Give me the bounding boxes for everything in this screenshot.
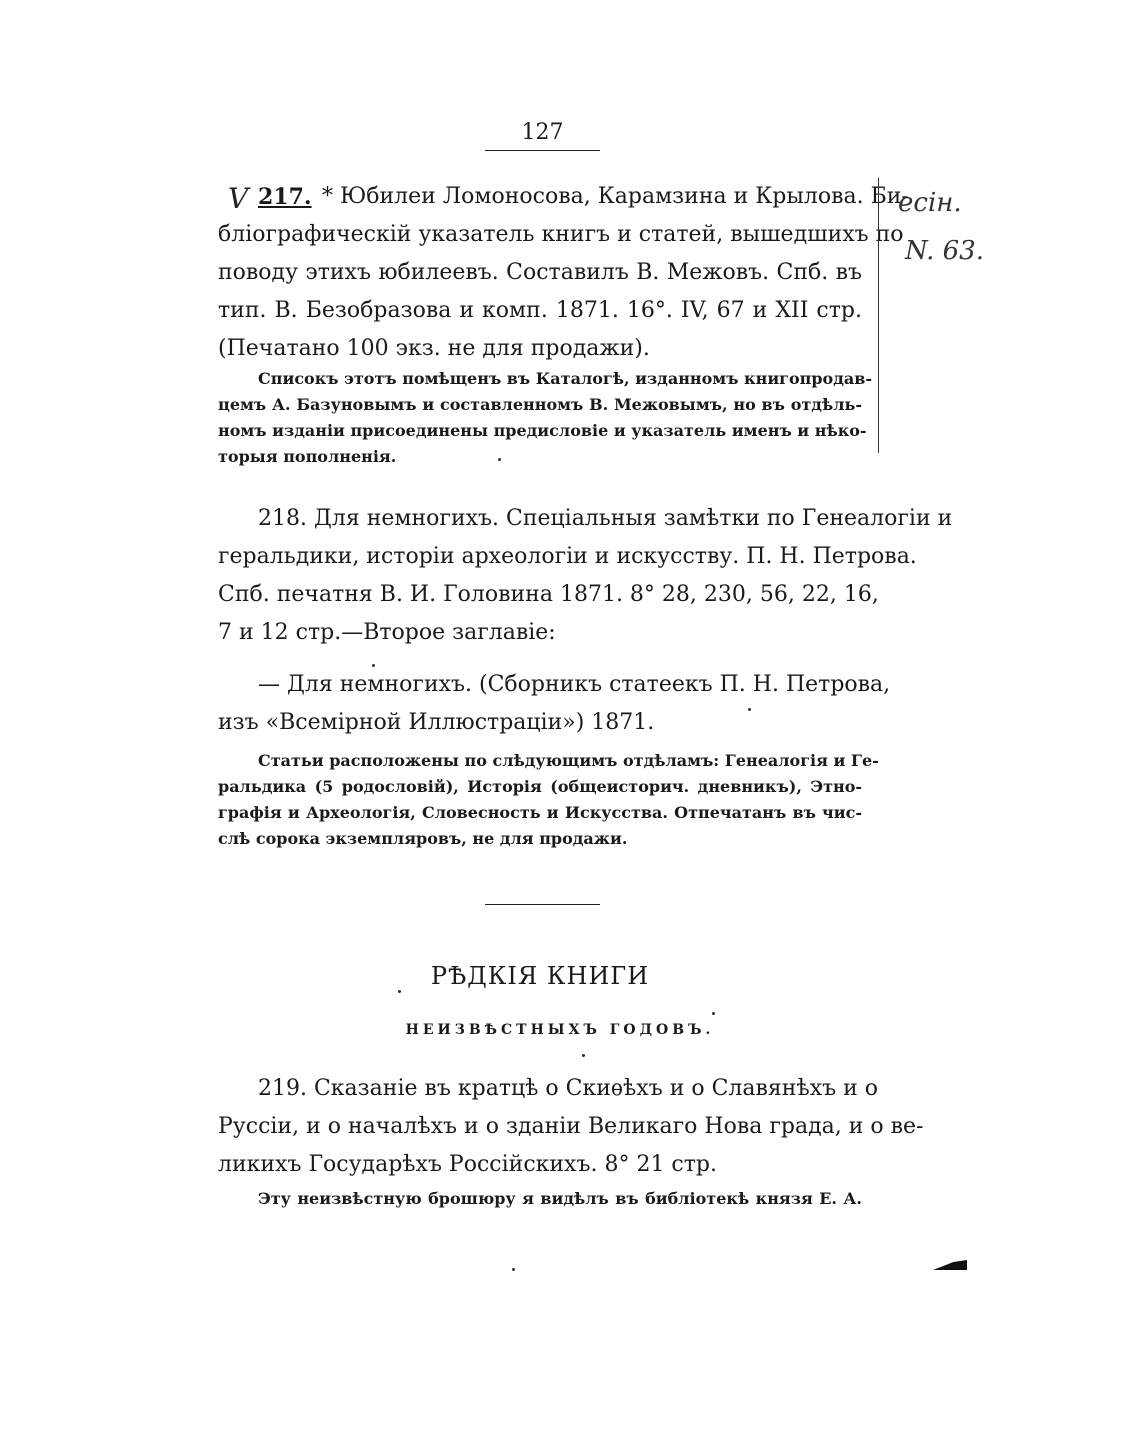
header-rule xyxy=(485,150,600,151)
section-title: РѢДКІЯ КНИГИ xyxy=(430,962,650,990)
entry-217-line-3: поводу этихъ юбилеевъ. Составилъ В. Межовъ. Спб. въ xyxy=(218,260,862,285)
scan-speck xyxy=(748,708,751,711)
scan-speck xyxy=(512,1268,515,1271)
entry-219-note xyxy=(258,1186,862,1212)
entry-219-line-2: Руссіи, и о началѣхъ и о зданіи Великаго Нова града, и о ве- xyxy=(218,1114,924,1139)
entry-218-alt-line-1: — Для немногихъ. (Сборникъ статеекъ П. Н. Петрова, xyxy=(258,672,891,697)
scan-speck xyxy=(498,458,501,461)
entry-218-note-line-4: слѣ сорока экземпляровъ, не для продажи. xyxy=(218,829,628,848)
margin-note-handwriting-1: есін. xyxy=(898,188,962,218)
entry-217-note xyxy=(218,366,873,470)
entry-217-line-1 xyxy=(322,178,909,216)
entry-218-body xyxy=(218,500,953,652)
section-separator xyxy=(485,904,600,905)
checkmark-annotation: V xyxy=(228,182,249,215)
entry-218-line-4: 7 и 12 стр.—Второе заглавіе: xyxy=(218,620,556,645)
entry-218-note-line-3: графія и Археологія, Словесность и Искусства. Отпечатанъ въ чис- xyxy=(218,803,862,822)
entry-218-alt-line-2: изъ «Всемірной Иллюстраціи») 1871. xyxy=(218,710,655,735)
entry-217-line-4: тип. В. Безобразова и комп. 1871. 16°. IV, 67 и XII стр. xyxy=(218,298,862,323)
entry-217-note-line-1: Списокъ этотъ помѣщенъ въ Каталогѣ, изданномъ книгопродав- xyxy=(258,369,873,388)
entry-218-note-line-2: ральдика (5 родословій), Исторія (общеисторич. дневникъ), Этно- xyxy=(218,777,862,796)
entry-217-note-line-4: торыя пополненія. xyxy=(218,447,397,466)
entry-217-line-5: (Печатано 100 экз. не для продажи). xyxy=(218,336,650,361)
entry-219-line-1: 219. Сказаніе въ кратцѣ о Скиѳѣхъ и о Славянѣхъ и о xyxy=(258,1076,879,1101)
entry-217-number: 217. xyxy=(258,184,312,210)
section-subtitle: НЕИЗВѢСТНЫХЪ ГОДОВЪ. xyxy=(405,1022,715,1038)
entry-217-title: * Юбилеи Ломоносова, Карамзина и Крылова. Би- xyxy=(322,184,909,209)
scan-smudge-mark xyxy=(933,1260,967,1270)
scan-speck xyxy=(372,664,375,667)
entry-217-note-line-3: номъ изданіи присоединены предисловіе и указатель именъ и нѣко- xyxy=(218,421,867,440)
scan-speck xyxy=(712,1012,715,1015)
entry-219-note-line-1: Эту неизвѣстную брошюру я видѣлъ въ библіотекѣ князя Е. А. xyxy=(258,1189,862,1208)
entry-218-note-line-1: Статьи расположены по слѣдующимъ отдѣламъ: Генеалогія и Ге- xyxy=(258,751,879,770)
scan-speck xyxy=(582,1054,585,1057)
entry-219-line-3: ликихъ Государѣхъ Россійскихъ. 8° 21 стр. xyxy=(218,1152,717,1177)
entry-218-line-2: геральдики, исторіи археологіи и искусству. П. Н. Петрова. xyxy=(218,544,917,569)
entry-218-line-1: 218. Для немногихъ. Спеціальныя замѣтки по Генеалогіи и xyxy=(258,506,953,531)
margin-note-handwriting-2: N. 63. xyxy=(905,236,984,266)
page-number: 127 xyxy=(521,120,564,145)
entry-218-alt-title xyxy=(218,666,891,742)
entry-218-note xyxy=(218,748,879,852)
entry-217-body xyxy=(218,216,904,368)
entry-217-line-2: бліографическій указатель книгъ и статей, вышедшихъ по xyxy=(218,222,904,247)
entry-219-body xyxy=(218,1070,924,1184)
entry-217-note-line-2: цемъ А. Базуновымъ и составленномъ В. Межовымъ, но въ отдѣль- xyxy=(218,395,862,414)
entry-218-line-3: Спб. печатня В. И. Головина 1871. 8° 28, 230, 56, 22, 16, xyxy=(218,582,879,607)
margin-bracket-line xyxy=(878,178,879,453)
scan-speck xyxy=(398,990,401,993)
